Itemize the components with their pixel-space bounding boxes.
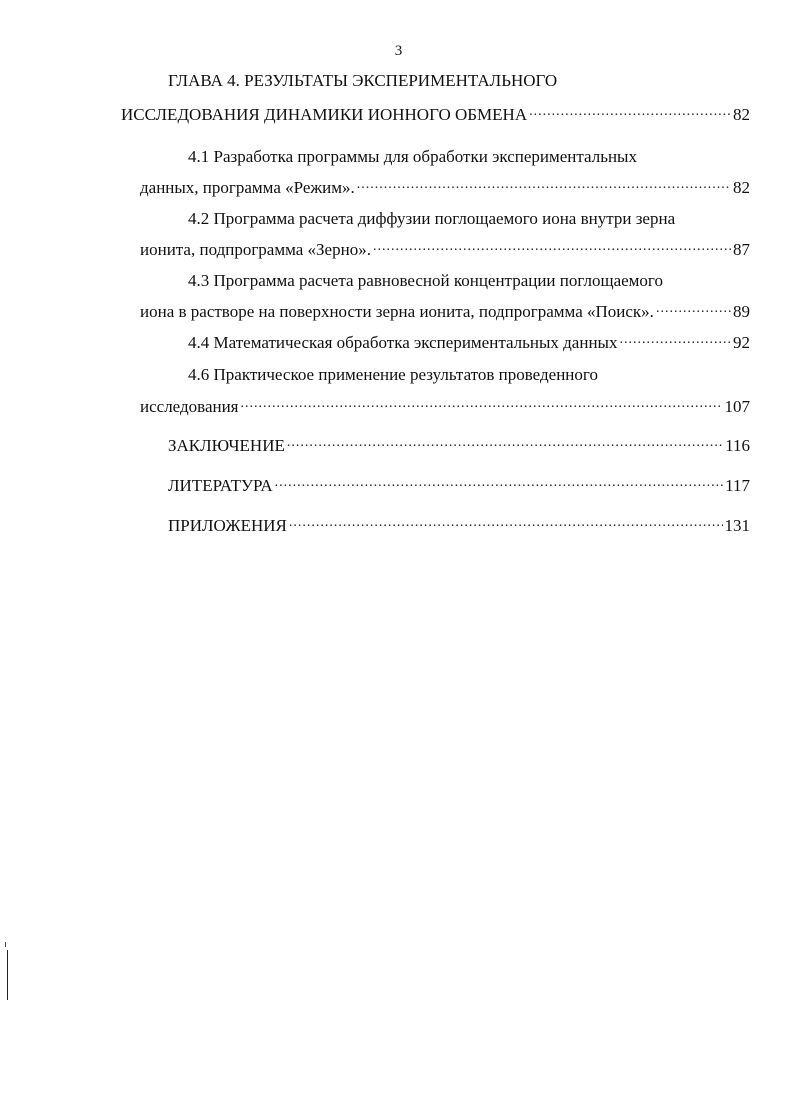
toc-page-ref: 131 bbox=[724, 516, 750, 535]
toc-page-ref: 82 bbox=[733, 105, 750, 124]
toc-leader-dots bbox=[656, 303, 731, 317]
toc-leader-dots bbox=[287, 437, 723, 451]
toc-entry-text: ЗАКЛЮЧЕНИЕ bbox=[168, 436, 285, 455]
toc-entry-section-4-2[interactable] bbox=[140, 239, 750, 261]
toc-entry-section-4-3[interactable] bbox=[140, 301, 750, 323]
toc-page-ref: 82 bbox=[733, 178, 750, 197]
page-number: 3 bbox=[394, 43, 403, 59]
toc-leader-dots bbox=[241, 398, 723, 412]
toc-section-4-1-line1: 4.1 Разработка программы для обработки экспериментальных bbox=[188, 147, 637, 166]
toc-page-ref: 87 bbox=[733, 240, 750, 259]
toc-entry-section-4-1[interactable] bbox=[140, 177, 750, 199]
toc-entry-text: ИССЛЕДОВАНИЯ ДИНАМИКИ ИОННОГО ОБМЕНА bbox=[121, 105, 528, 124]
toc-section-4-3-line1: 4.3 Программа расчета равновесной концентрации поглощаемого bbox=[188, 271, 663, 290]
toc-entry-text: иона в растворе на поверхности зерна ионита, подпрограмма «Поиск». bbox=[140, 302, 654, 321]
toc-page-ref: 116 bbox=[725, 436, 750, 455]
toc-leader-dots bbox=[357, 179, 731, 193]
toc-entry-literature[interactable] bbox=[168, 475, 750, 497]
toc-section-4-6-line1: 4.6 Практическое применение результатов проведенного bbox=[188, 365, 598, 384]
toc-entry-text: ЛИТЕРАТУРА bbox=[168, 476, 273, 495]
toc-page-ref: 92 bbox=[733, 333, 750, 352]
toc-entry-text: ПРИЛОЖЕНИЯ bbox=[168, 516, 287, 535]
toc-entry-text: исследования bbox=[140, 397, 239, 416]
toc-page-ref: 107 bbox=[724, 397, 750, 416]
toc-entry-conclusion[interactable] bbox=[168, 435, 750, 457]
toc-entry-text: ионита, подпрограмма «Зерно». bbox=[140, 240, 371, 259]
toc-entry-appendices[interactable] bbox=[168, 515, 750, 537]
toc-section-4-2-line1: 4.2 Программа расчета диффузии поглощаемого иона внутри зерна bbox=[188, 209, 676, 228]
scan-artifact-line bbox=[7, 950, 8, 1000]
toc-entry-text: данных, программа «Режим». bbox=[140, 178, 355, 197]
toc-entry-chapter-4[interactable] bbox=[121, 104, 750, 126]
toc-entry-section-4-6[interactable] bbox=[140, 396, 750, 418]
toc-leader-dots bbox=[619, 334, 731, 348]
toc-page-ref: 89 bbox=[733, 302, 750, 321]
toc-leader-dots bbox=[275, 477, 724, 491]
toc-leader-dots bbox=[289, 517, 723, 531]
toc-entry-text: 4.4 Математическая обработка экспериментальных данных bbox=[188, 333, 618, 352]
toc-leader-dots bbox=[529, 106, 731, 120]
toc-entry-section-4-4[interactable] bbox=[188, 332, 750, 354]
scan-artifact-tick bbox=[5, 942, 6, 947]
toc-chapter-title-line1: ГЛАВА 4. РЕЗУЛЬТАТЫ ЭКСПЕРИМЕНТАЛЬНОГО bbox=[168, 71, 558, 90]
toc-page-ref: 117 bbox=[725, 476, 750, 495]
toc-leader-dots bbox=[373, 241, 731, 255]
